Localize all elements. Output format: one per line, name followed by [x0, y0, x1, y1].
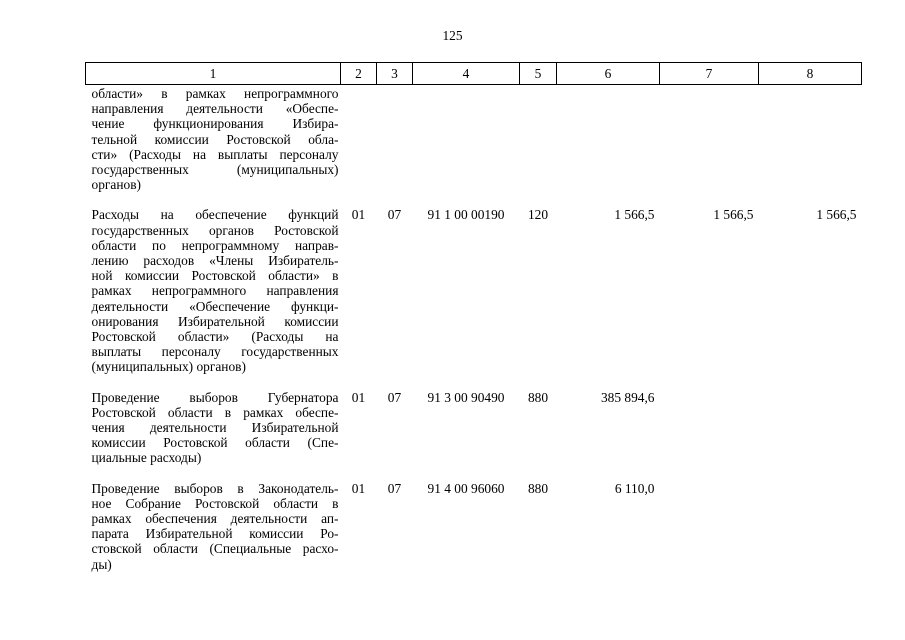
page-number: 125	[442, 28, 463, 43]
table-row	[86, 390, 862, 481]
expense-type-code	[520, 85, 557, 208]
description-line: чение функционирования Избира-	[91, 116, 339, 132]
expense-type-code: 880	[527, 480, 549, 496]
amount-col-8	[759, 390, 862, 481]
description-line: Ростовской области в рамках обеспе-	[91, 404, 339, 420]
description-line: ное Собрание Ростовской области в	[91, 495, 339, 511]
description-line: циальные расходы)	[91, 450, 202, 466]
description-line: тельной комиссии Ростовской обла-	[91, 131, 339, 147]
description-line: направления деятельности «Обеспе-	[91, 101, 339, 117]
description-line: Проведение выборов Губернатора	[91, 389, 339, 405]
column-header: 1	[86, 63, 341, 85]
column-header: 6	[557, 63, 660, 85]
row-description	[86, 390, 341, 481]
description-line: чения деятельности Избирательной	[91, 420, 339, 436]
table-row	[86, 481, 862, 587]
column-header: 2	[341, 63, 377, 85]
expense-type-code: 880	[527, 389, 549, 405]
section-code	[341, 85, 377, 208]
amount-col-6: 1 566,5	[614, 207, 655, 223]
target-article-code: 91 1 00 00190	[427, 207, 505, 223]
row-description	[86, 481, 341, 587]
description-line: парата Избирательной комиссии Ро-	[91, 526, 339, 542]
subsection-code	[377, 85, 413, 208]
target-article-code	[413, 85, 520, 208]
amount-col-7	[660, 481, 759, 587]
amount-col-8	[759, 85, 862, 208]
column-header: 5	[520, 63, 557, 85]
subsection-code: 07	[387, 480, 402, 496]
section-code: 01	[351, 389, 366, 405]
description-line: рамках обеспечения деятельности ап-	[91, 511, 339, 527]
description-line: ной комиссии Ростовской области» в	[91, 268, 339, 284]
header-row	[86, 63, 862, 85]
description-line: области по непрограммному направ-	[91, 237, 339, 253]
amount-col-7: 1 566,5	[713, 207, 754, 223]
description-line: (муниципальных) органов)	[91, 359, 246, 375]
description-line: стовской области (Специальные расхо-	[91, 541, 339, 557]
amount-col-8	[759, 481, 862, 587]
description-line: сти» (Расходы на выплаты персоналу	[91, 146, 339, 162]
section-code: 01	[351, 207, 366, 223]
description-line: государственных органов Ростовской	[91, 222, 339, 238]
amount-col-6: 385 894,6	[600, 389, 655, 405]
column-header: 7	[660, 63, 759, 85]
target-article-code: 91 3 00 90490	[427, 389, 505, 405]
description-line: ды)	[91, 556, 112, 572]
description-line: области» в рамках непрограммного	[91, 86, 339, 101]
expense-type-code: 120	[527, 207, 549, 223]
description-line: онирования Избирательной комиссии	[91, 313, 339, 329]
description-line: Проведение выборов в Законодатель-	[91, 480, 339, 496]
amount-col-6	[557, 85, 660, 208]
description-line: комиссии Ростовской области (Спе-	[91, 435, 339, 451]
description-line: деятельности «Обеспечение функци-	[91, 298, 339, 314]
amount-col-7	[660, 85, 759, 208]
amount-col-6: 6 110,0	[614, 480, 655, 496]
description-line: Ростовской области» (Расходы на	[91, 329, 339, 345]
row-description	[86, 85, 341, 208]
row-description	[86, 207, 341, 389]
table-row	[86, 207, 862, 389]
amount-col-7	[660, 390, 759, 481]
column-header: 4	[413, 63, 520, 85]
description-line: рамках непрограммного направления	[91, 283, 339, 299]
subsection-code: 07	[387, 389, 402, 405]
table-row	[86, 85, 862, 208]
description-line: лению расходов «Члены Избиратель-	[91, 253, 339, 269]
subsection-code: 07	[387, 207, 402, 223]
budget-table	[85, 62, 862, 587]
description-line: Расходы на обеспечение функций	[91, 207, 339, 223]
column-header: 3	[377, 63, 413, 85]
amount-col-8: 1 566,5	[816, 207, 857, 223]
section-code: 01	[351, 480, 366, 496]
target-article-code: 91 4 00 96060	[427, 480, 505, 496]
column-header: 8	[759, 63, 862, 85]
description-line: органов)	[91, 177, 141, 193]
description-line: выплаты персоналу государственных	[91, 344, 339, 360]
description-line: государственных (муниципальных)	[91, 162, 339, 178]
